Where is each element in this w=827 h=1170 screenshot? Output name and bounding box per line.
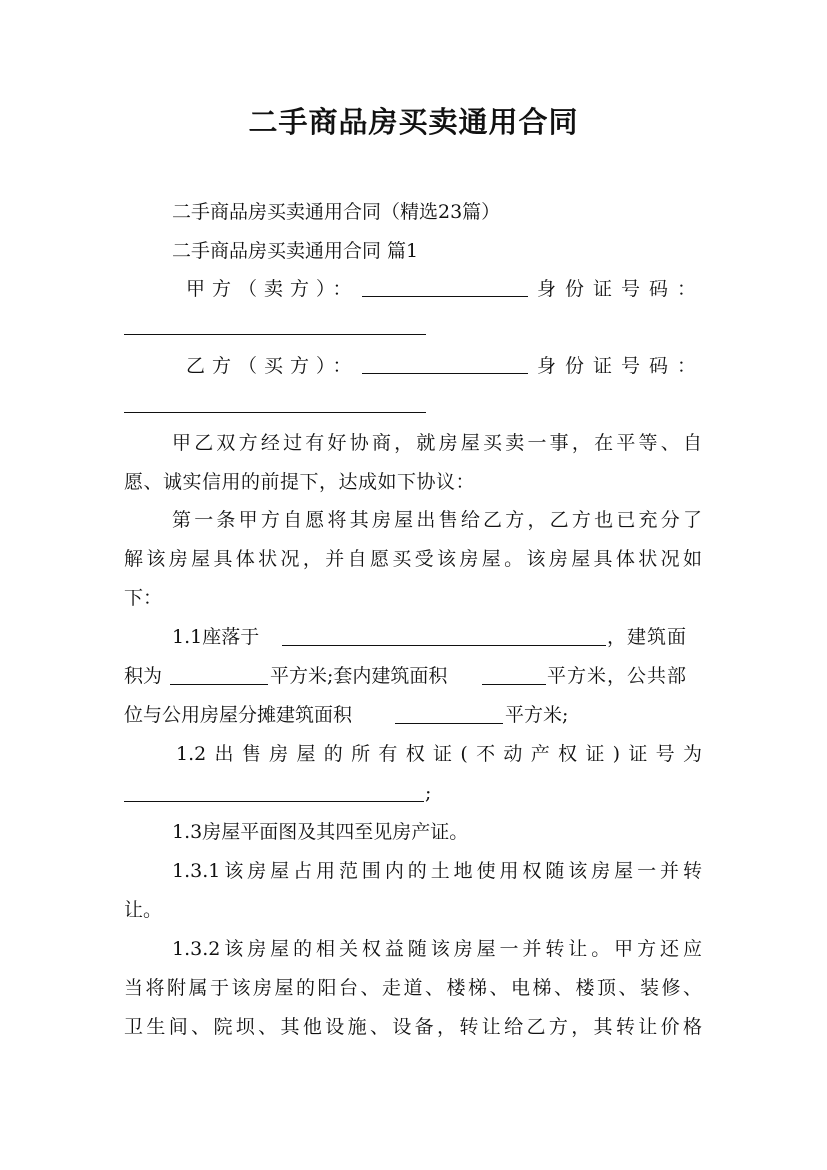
clause-text: 平方米;	[505, 704, 569, 726]
paragraph-line: 下：	[124, 587, 163, 609]
paragraph-line: 解该房屋具体状况，并自愿买受该房屋。该房屋具体状况如	[124, 548, 702, 570]
party-b-id-label: 身份证号码：	[537, 355, 706, 377]
document-title: 二手商品房买卖通用合同	[248, 105, 579, 139]
certificate-number-blank	[124, 801, 424, 802]
clause-text: 卫生间、院坝、其他设施、设备，转让给乙方，其转让价格	[124, 1016, 702, 1038]
paragraph-line: 第一条甲方自愿将其房屋出售给乙方，乙方也已充分了	[172, 509, 702, 531]
party-b-label: 乙方（买方）：	[186, 355, 359, 377]
clause-text: 平方米;套内建筑面积	[270, 665, 448, 687]
party-b-id-blank	[124, 412, 426, 413]
clause-text: 1.3房屋平面图及其四至见房产证。	[172, 821, 469, 843]
subtitle-line: 二手商品房买卖通用合同（精选23篇）	[172, 201, 501, 223]
area-blank	[170, 684, 268, 685]
party-a-label: 甲方（卖方）：	[186, 278, 359, 300]
clause-label: 1.1座落于	[172, 626, 260, 648]
clause-text: 1.3.2该房屋的相关权益随该房屋一并转让。甲方还应	[172, 938, 702, 960]
clause-text: 位与公用房屋分摊建筑面积	[124, 704, 353, 726]
clause-text: ;	[425, 782, 432, 804]
paragraph-line: 愿、诚实信用的前提下，达成如下协议：	[124, 471, 476, 493]
party-a-id-label: 身份证号码：	[537, 278, 706, 300]
clause-text: 平方米，公共部	[547, 665, 688, 687]
clause-text: 1.3.1该房屋占用范围内的土地使用权随该房屋一并转	[172, 860, 702, 882]
inner-area-blank	[482, 684, 546, 685]
clause-text: 1.2出售房屋的所有权证(不动产权证)证号为	[176, 743, 702, 765]
party-b-name-blank	[362, 373, 528, 374]
clause-text: ，建筑面	[607, 626, 688, 648]
clause-text: 让。	[124, 899, 163, 921]
party-a-name-blank	[362, 296, 528, 297]
clause-text: 积为	[124, 665, 163, 687]
clause-text: 当将附属于该房屋的阳台、走道、楼梯、电梯、楼顶、装修、	[124, 977, 702, 999]
section-heading: 二手商品房买卖通用合同 篇1	[172, 240, 419, 262]
location-blank	[282, 645, 606, 646]
paragraph-line: 甲乙双方经过有好协商，就房屋买卖一事，在平等、自	[172, 432, 702, 454]
shared-area-blank	[395, 723, 503, 724]
party-a-id-blank	[124, 334, 426, 335]
